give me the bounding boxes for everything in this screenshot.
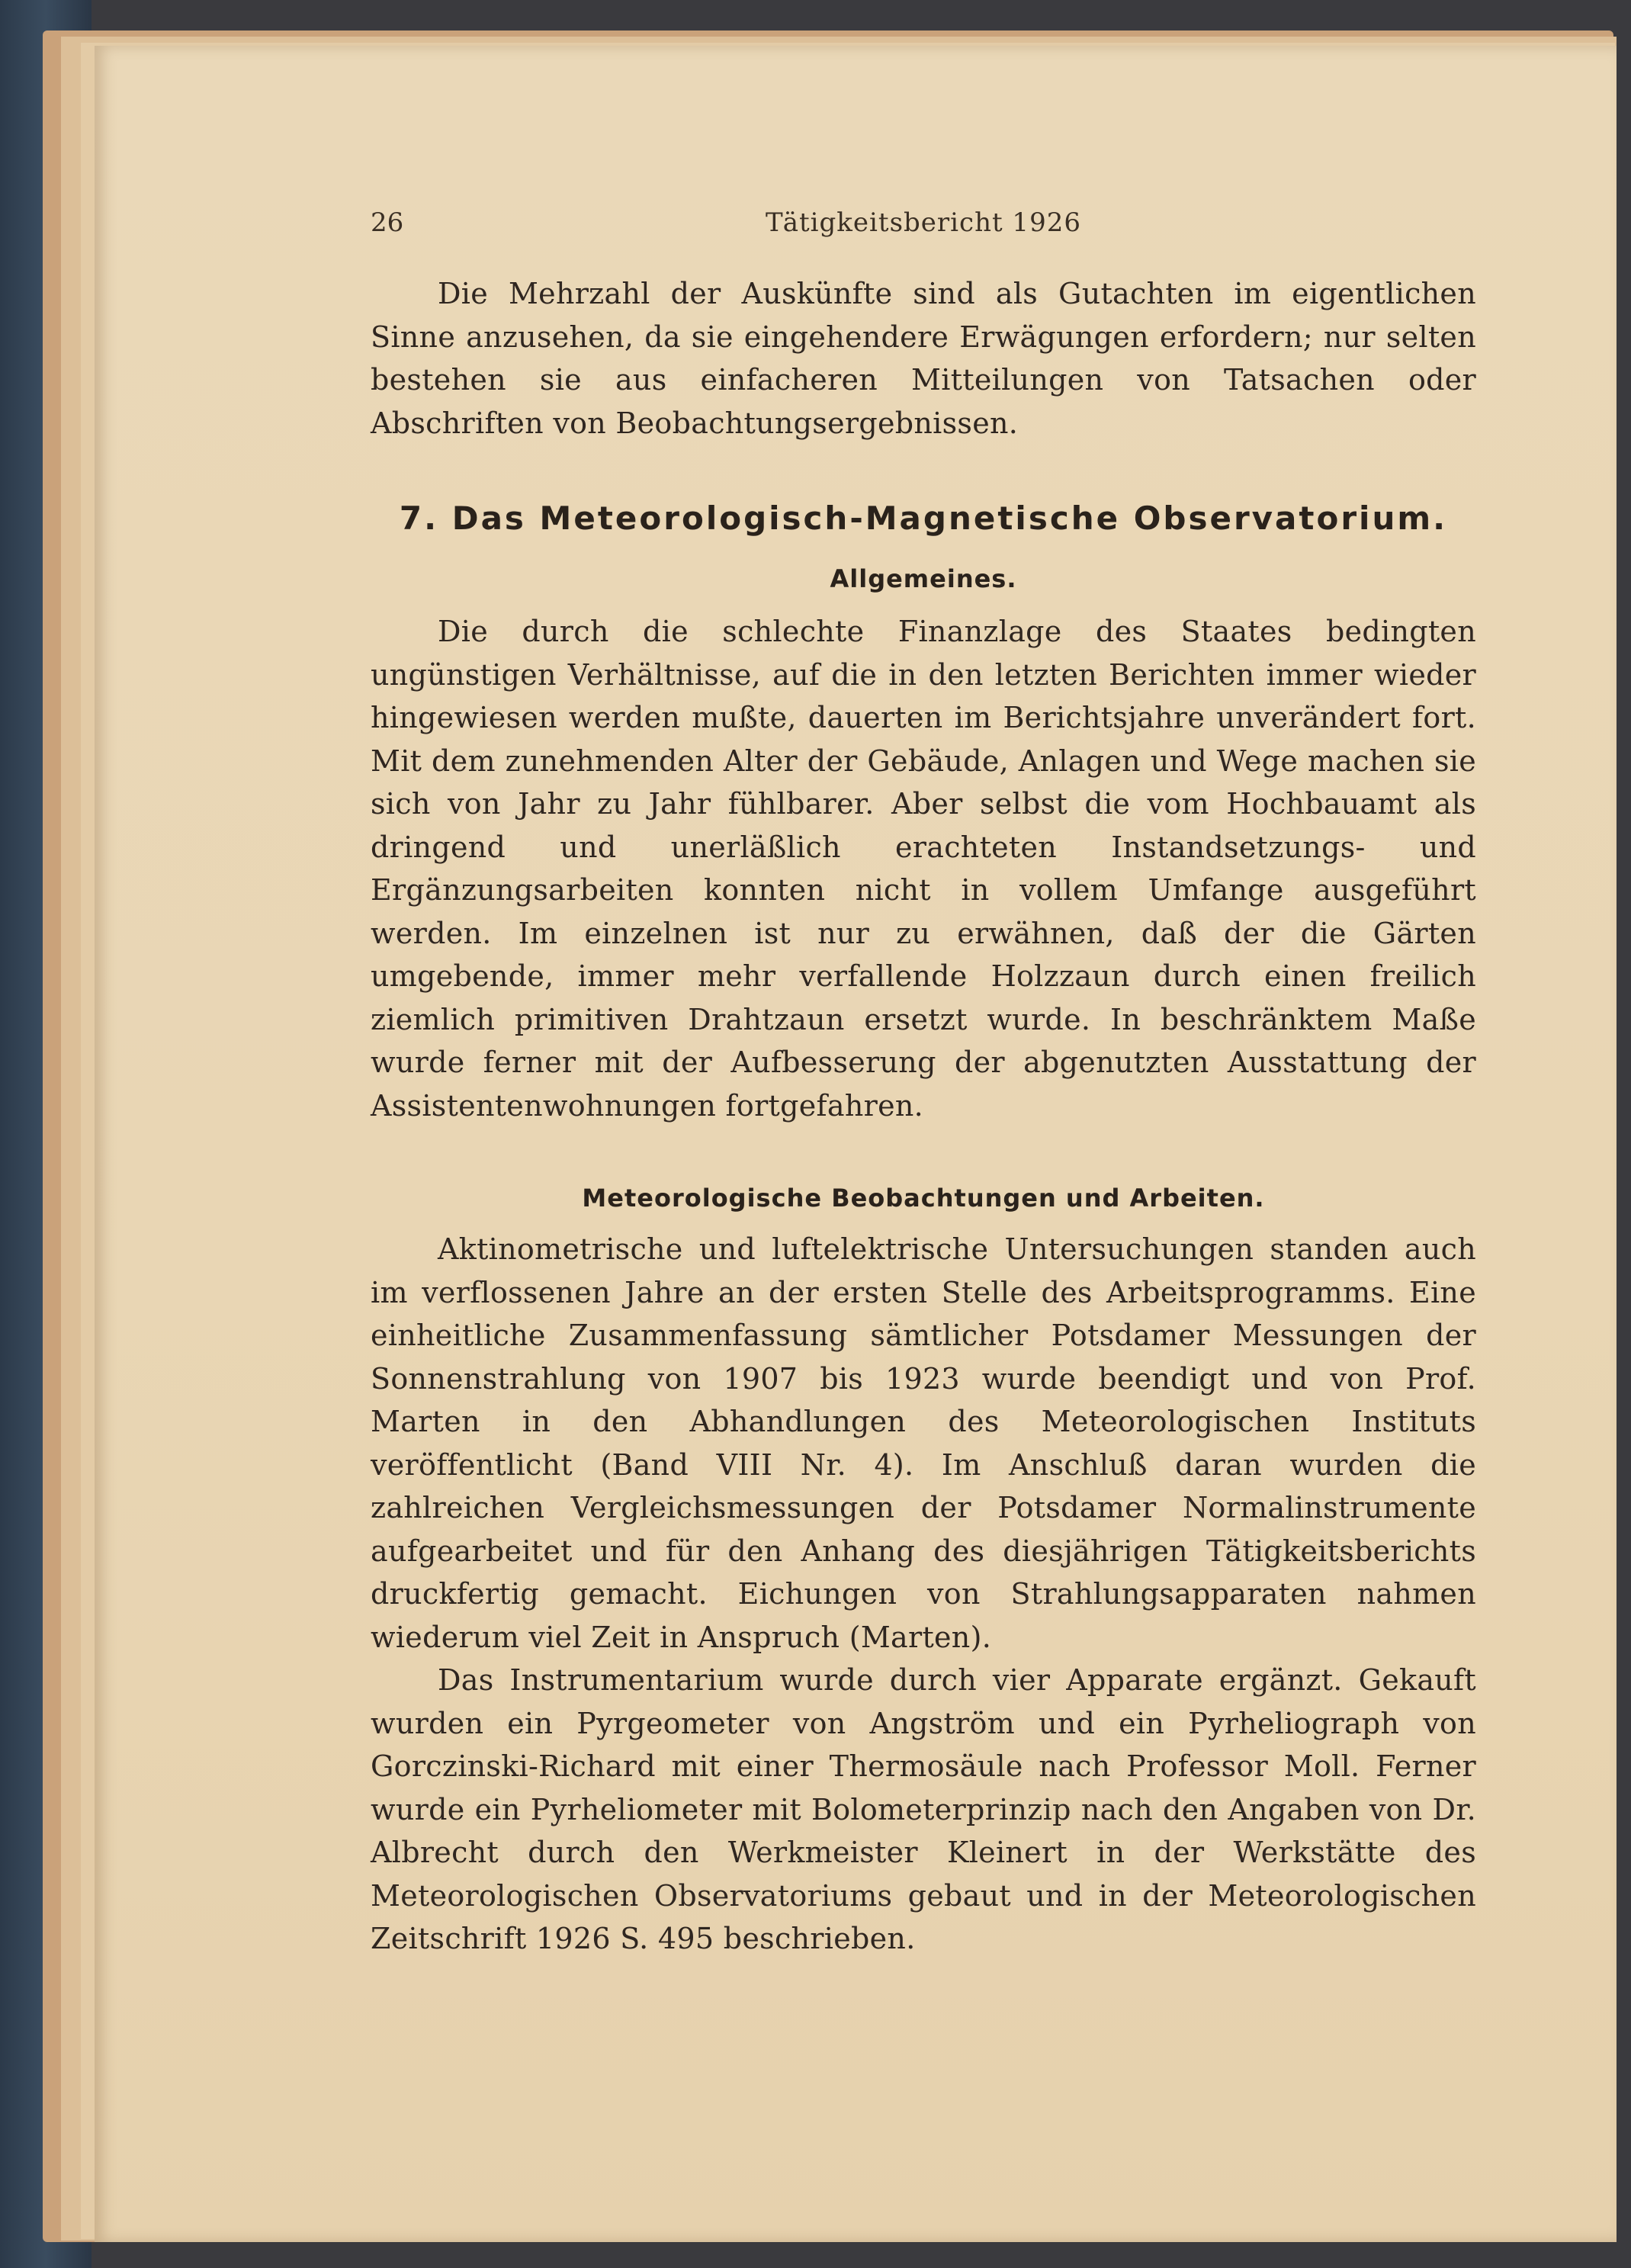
subheading-observations: Meteorologische Beobachtungen und Arbeiten. (582, 1184, 1265, 1213)
observations-paragraph-1: Aktinometrische und luftelektrische Untersuchungen standen auch im verflossenen Jahre an der ersten Stelle des Arbeitsprogramms. Eine einheitliche Zusammenfassung sämtlicher Potsdamer Messungen der Sonnenstrahlung von 1907 bis 1923 wurde beendigt und von Prof. Marten in den Abhandlungen des Meteorologischen Instituts veröffentlicht (Band VIII Nr. 4). Im Anschluß daran wurden die zahlreichen Vergleichsmessungen der Potsdamer Normalinstrumente aufgearbeitet und für den Anhang des diesjährigen Tätigkeitsberichts druckfertig gemacht. Eichungen von Strahlungsapparaten nahmen wiederum viel Zeit in Anspruch (Marten). (371, 1232, 1476, 1654)
page-header (371, 207, 1476, 246)
general-text-block (371, 610, 1476, 1127)
intro-text-block (371, 272, 1476, 445)
intro-paragraph: Die Mehrzahl der Auskünfte sind als Gutachten im eigentlichen Sinne anzusehen, da sie eingehendere Erwägungen erfordern; nur selten bestehen sie aus einfacheren Mitteilungen von Tatsachen oder Abschriften von Beobachtungsergebnissen. (371, 277, 1476, 440)
observations-paragraph-2: Das Instrumentarium wurde durch vier Apparate ergänzt. Gekauft wurden ein Pyrgeometer von Angström und ein Pyrheliograph von Gorczinski-Richard mit einer Thermosäule nach Professor Moll. Ferner wurde ein Pyrheliometer mit Bolometerprinzip nach den Angaben von Dr. Albrecht durch den Werkmeister Kleinert in der Werkstätte des Meteorologischen Observatoriums gebaut und in der Meteorologischen Zeitschrift 1926 S. 495 beschrieben. (371, 1663, 1476, 1955)
general-paragraph: Die durch die schlechte Finanzlage des Staates bedingten ungünstigen Verhältnisse, auf die in den letzten Berichten immer wieder hingewiesen werden mußte, dauerten im Berichtsjahre unverändert fort. Mit dem zunehmenden Alter der Gebäude, Anlagen und Wege machen sie sich von Jahr zu Jahr fühlbarer. Aber selbst die vom Hochbauamt als dringend und unerläßlich erachteten Instandsetzungs- und Ergänzungsarbeiten konnten nicht in vollem Umfange ausgeführt werden. Im einzelnen ist nur zu erwähnen, daß der die Gärten umgebende, immer mehr verfallende Holzzaun durch einen freilich ziemlich primitiven Drahtzaun ersetzt wurde. In beschränktem Maße wurde ferner mit der Aufbesserung der abgenutzten Ausstattung der Assistentenwohnungen fortgefahren. (371, 615, 1476, 1123)
running-title: Tätigkeitsbericht 1926 (766, 207, 1081, 238)
observations-text-block (371, 1228, 1476, 1961)
page-number: 26 (371, 207, 404, 238)
subheading-general: Allgemeines. (830, 564, 1017, 593)
section-title: 7. Das Meteorologisch-Magnetische Observatorium. (399, 500, 1448, 537)
